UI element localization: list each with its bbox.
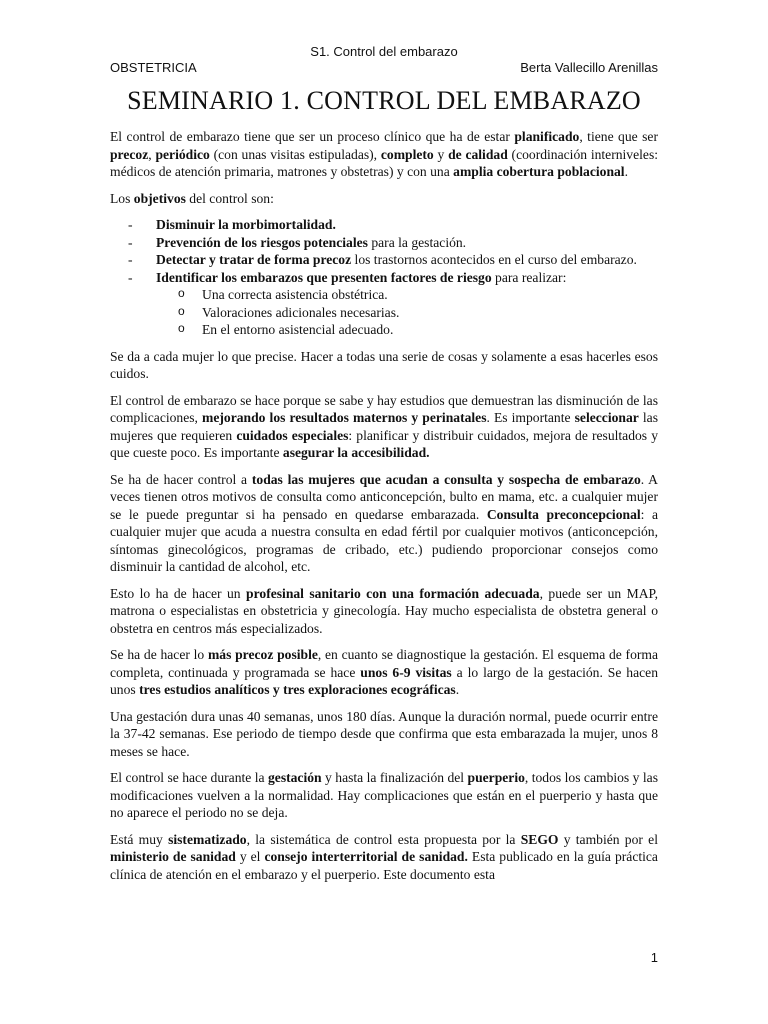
body-content [110, 128, 658, 892]
paragraph-7: Se ha de hacer lo más precoz posible, en cuanto se diagnostique la gestación. El esquema de forma completa, continuada y programada se hace unos 6-9 visitas a lo largo de la gestación. Se hacen unos tres estudios analíticos y tres exploraciones ecográficas. [110, 647, 659, 697]
header-left: OBSTETRICIA [110, 60, 197, 75]
sub-list-item: o Valoraciones adicionales necesarias. [156, 304, 658, 322]
paragraph-1: El control de embarazo tiene que ser un proceso clínico que ha de estar planificado, tiene que ser precoz, periódico (con unas visitas estipuladas), completo y de calidad (coordinación interniveles: médicos de atención primaria, matrones y obstetras) y con una amplia cobertura poblacional. [110, 129, 659, 179]
paragraph-10: Está muy sistematizado, la sistemática de control esta propuesta por la SEGO y también por el ministerio de sanidad y el consejo interterritorial de sanidad. Esta publicado en la guía práctica clínica de atención en el embarazo y el puerperio. Este documento esta [110, 831, 658, 882]
header-right: Berta Vallecillo Arenillas [520, 60, 658, 75]
list-item: - Prevención de los riesgos potenciales para la gestación. [110, 234, 658, 252]
page-number: 1 [650, 950, 658, 965]
paragraph-2: Los objetivos del control son: [110, 190, 274, 206]
paragraph-9: El control se hace durante la gestación y hasta la finalización del puerperio, todos los cambios y las modificaciones vuelven a la normalidad. Hay complicaciones que están en el puerperio y hasta que no aparece el periodo no se deja. [110, 770, 658, 820]
paragraph-6: Esto lo ha de hacer un profesinal sanitario con una formación adecuada, puede ser un MAP, matrona o especialistas en obstetricia y ginecología. Hay mucho especialista de obstetra general o obstetra en centros más especializados. [110, 585, 658, 636]
paragraph-4: El control de embarazo se hace porque se sabe y hay estudios que demuestran las disminución de las complicaciones, mejorando los resultados maternos y perinatales. Es importante seleccionar las mujeres que requieren cuidados especiales: planificar y distribuir cuidados, mejora de resultados y que cueste poco. Es importante asegurar la accesibilidad. [110, 392, 658, 460]
page-title: SEMINARIO 1. CONTROL DEL EMBARAZO [127, 86, 641, 115]
list-item: - Identificar los embarazos que presenten factores de riesgo para realizar: o Una correcta asistencia obstétrica. o Valoraciones adicionales necesarias. o En el entorno asistencial adecuado. [110, 269, 658, 339]
sub-list-item: o En el entorno asistencial adecuado. [156, 321, 658, 339]
objectives-list [110, 216, 658, 339]
paragraph-3: Se da a cada mujer lo que precise. Hacer a todas una serie de cosas y solamente a esas hacerles esos cuidos. [110, 348, 658, 381]
header-center: S1. Control del embarazo [310, 44, 458, 59]
paragraph-8: Una gestación dura unas 40 semanas, unos 180 días. Aunque la duración normal, puede ocurrir entre la 37-42 semanas. Ese periodo de tiempo desde que confirma que esta embarazada la mujer, unos 8 meses se hace. [110, 708, 658, 759]
sub-list-item: o Una correcta asistencia obstétrica. [156, 286, 658, 304]
sub-list [156, 286, 658, 339]
paragraph-5: Se ha de hacer control a todas las mujeres que acudan a consulta y sospecha de embarazo. A veces tienen otros motivos de consulta como anticoncepción, bulto en mama, etc. a cualquier mujer se le puede preguntar si ha pensado en quedarse embarazada. Consulta preconcepcional: a cualquier mujer que acuda a nuestra consulta en edad fértil por cualquier motivos (anticoncepción, síntomas ginecológicos, programas de cribado, etc.) pudiendo proporcionar consejos como disminuir la cantidad de alcohol, etc. [110, 471, 658, 574]
list-item: - Disminuir la morbimortalidad. [110, 216, 658, 234]
list-item: - Detectar y tratar de forma precoz los trastornos acontecidos en el curso del embarazo. [110, 251, 658, 269]
